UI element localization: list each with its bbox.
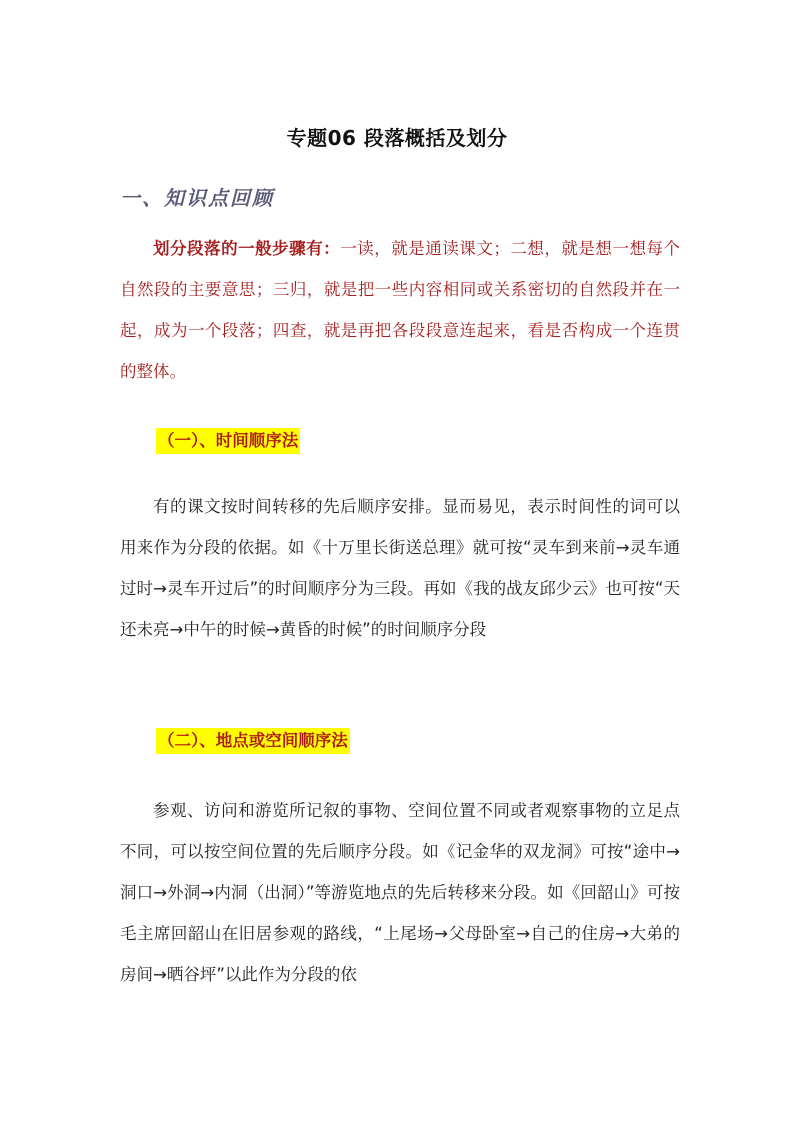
- intro-paragraph: [120, 228, 680, 392]
- document-title: 专题06 段落概括及划分: [286, 126, 508, 150]
- intro-body-text: 一读，就是通读课文；二想，就是想一想每个自然段的主要意思；三归，就是把一些内容相同或关系密切的自然段并在一起，成为一个段落；四查，就是再把各段段意连起来，看是否构成一个连贯的整体。: [120, 239, 681, 381]
- paragraph-space-order: 参观、访问和游览所记叙的事物、空间位置不同或者观察事物的立足点不同，可以按空间位置的先后顺序分段。如《记金华的双龙洞》可按“途中→洞口→外洞→内洞（出洞）”等游览地点的先后转移来分段。如《回韶山》可按毛主席回韶山在旧居参观的路线，“上尾场→父母卧室→自己的住房→大弟的房间→晒谷坪”以此作为分段的依: [120, 801, 680, 984]
- subheading-time-order: （一）、时间顺序法: [156, 428, 300, 454]
- intro-lead-text: 划分段落的一般步骤有：: [153, 239, 341, 258]
- section-heading-knowledge-review: 一、知识点回顾: [120, 186, 274, 210]
- paragraph-time-order: 有的课文按时间转移的先后顺序安排。显而易见，表示时间性的词可以用来作为分段的依据。如《十万里长街送总理》就可按“灵车到来前→灵车通过时→灵车开过后”的时间顺序分为三段。再如《我的战友邱少云》也可按“天还未亮→中午的时候→黄昏的时候”的时间顺序分段: [120, 497, 680, 639]
- subheading-space-order: （二）、地点或空间顺序法: [156, 728, 350, 754]
